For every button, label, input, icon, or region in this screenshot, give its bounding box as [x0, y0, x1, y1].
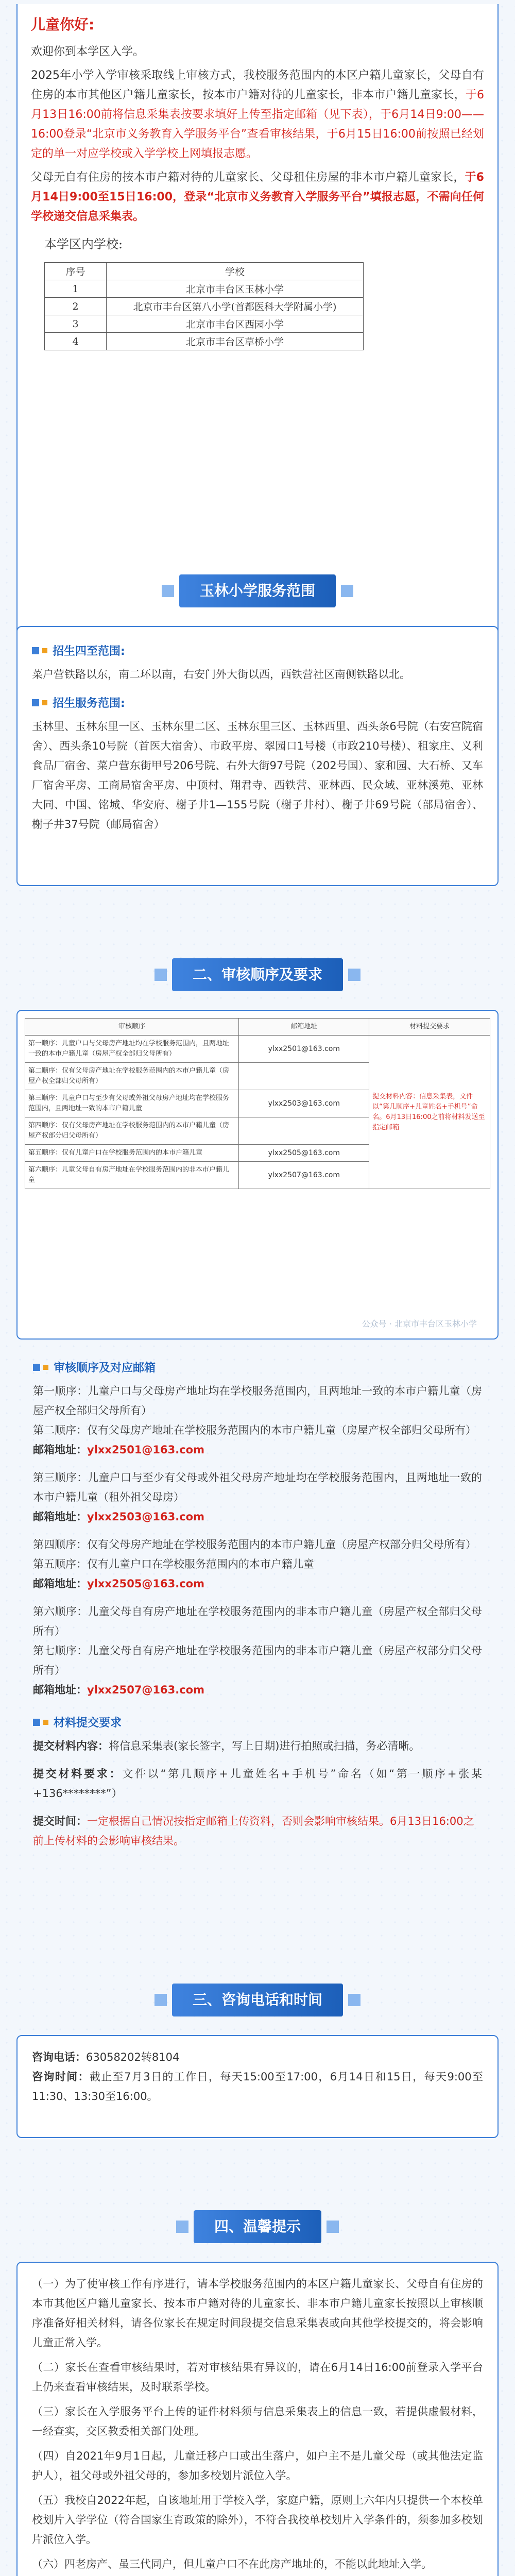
tip-item: （三）家长在入学服务平台上传的证件材料须与信息采集表上的信息一致，若提供虚假材料，一经查实，交区教委相关部门处理。: [32, 2405, 483, 2437]
tip-item: （六）四老房产、虽三代同户，但儿童户口不在此房产地址的，不能以此地址入学。: [32, 2558, 432, 2570]
contact-card: [16, 2035, 499, 2138]
submit-content: 提交材料内容：将信息采集表(家长签字，写上日期)进行拍照或扫描，务必清晰。: [33, 1740, 420, 1752]
review-table-card: [16, 1010, 499, 1340]
table-row: 第四顺序：仅有父母房产地址在学校服务范围内的本市户籍儿童（房屋产权部分归父母所有）: [25, 1117, 490, 1145]
mail-item-1: 第一顺序：儿童户口与父母房产地址均在学校服务范围内，且两地址一致的本市户籍儿童（房屋产权全部归父母所有） 第二顺序：仅有父母房产地址在学校服务范围内的本市户籍儿童（房屋产权全部归父母所有） 邮箱地址：ylxx2501@163.com: [33, 1385, 482, 1456]
table-row: 第五顺序：仅有儿童户口在学校服务范围内的本市户籍儿童 ylxx2505@163.com: [25, 1145, 490, 1162]
contact-phone: 咨询电话：63058202转8104: [32, 2051, 180, 2063]
scope-boundary-title: 招生四至范围:: [32, 642, 483, 658]
tips-card: [16, 2262, 499, 2576]
contact-time: 咨询时间：截止至7月3日的工作日，每天15:00至17:00，6月14日和15日，每天9:00至11:30、13:30至16:00。: [32, 2071, 483, 2103]
section-review-header: 二、审核顺序及要求: [172, 958, 343, 991]
section-tips-header: 四、温馨提示: [194, 2210, 321, 2243]
mail-item-3: 第四顺序：仅有父母房产地址在学校服务范围内的本市户籍儿童（房屋产权部分归父母所有） 第五顺序：仅有儿童户口在学校服务范围内的本市户籍儿童 邮箱地址：ylxx2505@163.com: [33, 1538, 476, 1590]
intro-paragraph-1: 2025年小学入学审核采取线上审核方式，我校服务范围内的本区户籍儿童家长，父母自有住房的本市其他区户籍儿童家长，按本市户籍对待的儿童家长，非本市户籍儿童家长，于6月13日16:00前将信息采集表按要求填好上传至指定邮箱（见下表），于6月14日9:00——16:00登录“北京市义务教育入学服务平台”查看审核结果，于6月15日16:00前按照已经划定的单一对应学校或入学学校上网填报志愿。: [31, 69, 484, 160]
submit-title: 材料提交要求: [33, 1714, 482, 1730]
submit-time: 提交时间：一定根据自己情况按指定邮箱上传资料，否则会影响审核结果。6月13日16:00之前上传材料的会影响审核结果。: [33, 1815, 474, 1847]
email-link[interactable]: ylxx2501@163.com: [87, 1444, 204, 1456]
intro-box: [16, 4, 499, 643]
tip-item: （一）为了使审核工作有序进行，请本学校服务范围内的本区户籍儿童家长、父母自有住房的本市其他区户籍儿童家长、按本市户籍对待的儿童家长、非本市户籍儿童家长按照以上审核顺序准备好相关材料，请各位家长在规定时间段提交信息采集表或向其他学校提交的，将会影响儿童正常入学。: [32, 2278, 483, 2349]
submit-naming: 提交材料要求：文件以“第几顺序+儿童姓名+手机号”命名（如“第一顺序+张某+136********”）: [33, 1768, 482, 1800]
table-row: 3 北京市丰台区西园小学: [45, 315, 364, 333]
tip-item: （二）家长在查看审核结果时，若对审核结果有异议的，请在6月14日16:00前登录入学平台上仍来查看审核结果，及时联系学校。: [32, 2361, 483, 2393]
table-row: 4 北京市丰台区草桥小学: [45, 333, 364, 350]
scope-area-title: 招生服务范围:: [32, 694, 483, 710]
mail-card: [16, 1350, 499, 1927]
intro-paragraph-2: 父母无自有住房的按本市户籍对待的儿童家长、父母租住房屋的非本市户籍儿童家长，于6月14日9:00至15日16:00，登录“北京市义务教育入学服务平台”填报志愿，不需向任何学校递交信息采集表。: [31, 171, 484, 223]
table-header: 序号: [45, 263, 107, 280]
table-row: 第一顺序：儿童户口与父母房产地址均在学校服务范围内，且两地址一致的本市户籍儿童（房屋产权全部归父母所有） ylxx2501@163.com 提交材料内容：信息采集表，文件以“第几顺序+儿童姓名+手机号”命名。6月13日16:00之前将材料发送至指定邮箱: [25, 1036, 490, 1063]
scope-area-text: 玉林里、玉林东里一区、玉林东里二区、玉林东里三区、玉林西里、西头条6号院（右安宫院宿舍）、西头条10号院（首医大宿舍）、市政平房、翠园口1号楼（市政210号楼）、租家庄、义利食品厂宿舍、菜户营东街甲号206号院、右外大街97号院（202号国）、家和园、大石桥、又车厂宿舍平房、工商局宿舍平房、中顶村、翔君寺、西铁营、亚林西、民众域、亚林溪苑、亚林大同、中国、铭城、华安府、榭子井1—155号院（榭子井村）、榭子井69号院（部局宿舍）、榭子井37号院（邮局宿舍）: [32, 720, 483, 831]
email-link[interactable]: ylxx2503@163.com: [87, 1511, 204, 1523]
scope-boundary-text: 菜户营铁路以东，南二环以南，右安门外大街以西，西铁营社区南侧铁路以北。: [32, 668, 410, 681]
school-table: [44, 262, 364, 350]
school-table-title: 本学区内学校:: [44, 237, 123, 251]
tip-item: （五）我校自2022年起，自该地址用于学校入学，家庭户籍，原则上六年内只提供一个本校单校划片入学学位（符合国家生育政策的除外），不符合我校单校划片入学条件的，须参加多校划片派位入学。: [32, 2494, 483, 2546]
table-row: 1 北京市丰台区玉林小学: [45, 280, 364, 298]
mail-item-2: 第三顺序：儿童户口与至少有父母或外祖父母房产地址均在学校服务范围内，且两地址一致的本市户籍儿童（租外祖父母房） 邮箱地址：ylxx2503@163.com: [33, 1471, 482, 1523]
table-row: 2 北京市丰台区第八小学(首都医科大学附属小学): [45, 298, 364, 315]
table-header: 审核顺序: [25, 1019, 239, 1036]
email-link[interactable]: ylxx2507@163.com: [87, 1684, 204, 1696]
watermark: 公众号 · 北京市丰台区玉林小学: [362, 1319, 477, 1329]
mail-item-4: 第六顺序：儿童父母自有房产地址在学校服务范围内的非本市户籍儿童（房屋产权全部归父母所有） 第七顺序：儿童父母自有房产地址在学校服务范围内的非本市户籍儿童（房屋产权部分归父母所有） 邮箱地址：ylxx2507@163.com: [33, 1605, 482, 1696]
table-header: 学校: [107, 263, 364, 280]
welcome-text: 欢迎你到本学区入学。: [31, 45, 145, 58]
section-scope-header: 玉林小学服务范围: [179, 574, 336, 607]
table-header: 邮箱地址: [239, 1019, 369, 1036]
review-table: [25, 1018, 490, 1189]
table-row: 第六顺序：儿童父母自有房产地址在学校服务范围内的非本市户籍儿童 ylxx2507@163.com: [25, 1162, 490, 1189]
section-contact-header: 三、咨询电话和时间: [172, 1984, 343, 2016]
tip-item: （四）自2021年9月1日起，儿童迁移户口或出生落户，如户主不是儿童父母（或其他法定监护人），祖父母或外祖父母的，参加多校划片派位入学。: [32, 2450, 483, 2482]
mail-title: 审核顺序及对应邮箱: [33, 1359, 482, 1375]
table-row: 第二顺序：仅有父母房产地址在学校服务范围内的本市户籍儿童（房屋产权全部归父母所有）: [25, 1063, 490, 1090]
scope-card: [16, 626, 499, 886]
table-header: 材料提交要求: [369, 1019, 490, 1036]
email-link[interactable]: ylxx2505@163.com: [87, 1578, 204, 1590]
greeting: 儿童你好:: [31, 16, 95, 33]
table-row: 第三顺序：儿童户口与至少有父母或外祖父母房产地址均在学校服务范围内，且两地址一致的本市户籍儿童 ylxx2503@163.com: [25, 1090, 490, 1117]
